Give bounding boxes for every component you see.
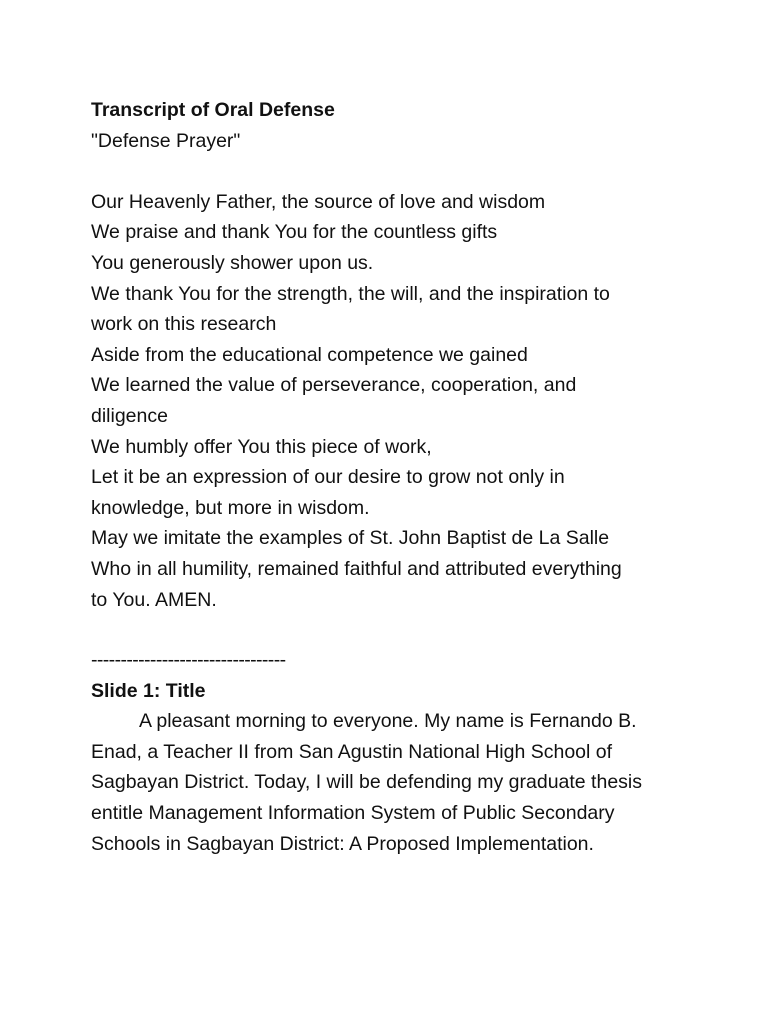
prayer-line: diligence (91, 404, 168, 427)
prayer-text (91, 187, 721, 615)
prayer-line: Aside from the educational competence we gained (91, 343, 528, 366)
slide-line: Schools in Sagbayan District: A Proposed Implementation. (91, 832, 594, 855)
slide-line: Sagbayan District. Today, I will be defending my graduate thesis (91, 771, 642, 794)
prayer-line: We learned the value of perseverance, cooperation, and (91, 374, 577, 397)
prayer-line: Let it be an expression of our desire to grow not only in (91, 466, 565, 489)
slide-line: Enad, a Teacher II from San Agustin National High School of (91, 740, 613, 763)
document-title: Transcript of Oral Defense (91, 99, 335, 121)
prayer-line: You generously shower upon us. (91, 251, 374, 274)
prayer-line: We humbly offer You this piece of work, (91, 435, 432, 458)
prayer-line: We praise and thank You for the countless gifts (91, 221, 498, 244)
slide-paragraph (91, 706, 721, 859)
prayer-line: Our Heavenly Father, the source of love and wisdom (91, 190, 546, 213)
slide-heading: Slide 1: Title (91, 679, 206, 702)
prayer-line: We thank You for the strength, the will, and the inspiration to (91, 282, 610, 305)
prayer-line: knowledge, but more in wisdom. (91, 496, 370, 519)
prayer-line: work on this research (91, 313, 277, 336)
prayer-line: to You. AMEN. (91, 588, 217, 611)
slide-line: A pleasant morning to everyone. My name is Fernando B. (139, 710, 637, 733)
prayer-line: Who in all humility, remained faithful and attributed everything (91, 557, 622, 580)
slide-line: entitle Management Information System of Public Secondary (91, 802, 615, 825)
section-divider: --------------------------------- (91, 649, 286, 672)
document-body (91, 95, 721, 859)
document-subtitle: "Defense Prayer" (91, 129, 241, 152)
paragraph-gap (91, 156, 721, 187)
prayer-line: May we imitate the examples of St. John Baptist de La Salle (91, 527, 610, 550)
